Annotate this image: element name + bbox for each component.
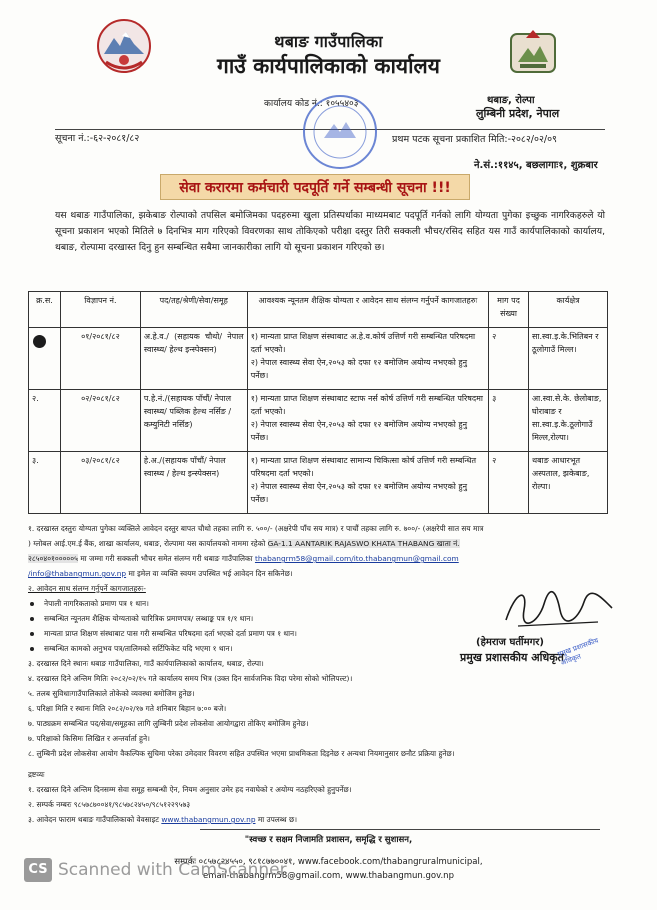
cell-area: थबाङ आधारभूत अस्पताल, झकेबाङ, रोल्पा।: [529, 452, 608, 514]
condition-1d: [28, 566, 608, 581]
cell-ad-no: ०२/२०८१/८२: [60, 390, 140, 452]
table-header-row: [29, 292, 608, 328]
qualification-2: २) नेपाल स्वास्थ्य सेवा ऐन,२०५३ को दफा १२ बमोजिम अयोग्य नभएको हुनु पर्नेछ।: [250, 482, 468, 504]
vacancy-table: [28, 291, 608, 514]
bank-account-name: GA-1.1 AANTARIK RAJASWO KHATA THABANG खाता नं.: [267, 539, 460, 548]
footnotes: [28, 767, 608, 827]
condition-1d-text: मा इमेल वा व्यक्ति स्वयम उपस्थित भई आवेदन दिन सकिनेछ।: [126, 569, 293, 578]
website-link[interactable]: www.thabangmun.gov.np: [161, 815, 256, 824]
header-municipality-name: थबाङ गाउँपालिका: [274, 32, 383, 51]
signature-icon: [498, 580, 618, 632]
condition-9: ८. लुम्बिनी प्रदेश लोकसेवा आयोग वैकल्पिक सुचिमा परेका उमेदवार विवरण सहित उपस्थित भएमा प्राथमिकता दिइनेछ र अन्यथा नियमानुसार छनौट प्रक्रिया हुनेछ।: [28, 749, 455, 758]
cell-qualification: [247, 452, 488, 514]
condition-1a: १. दरखास्त दस्तुरः योग्यता पुगेका व्यक्तिले आवेदन दस्तुर बापत चौथो तहका लागि रु. ५००/- (अक्षरेपी पाँच सय मात्र) र पाचौं तहका लागि रु. ७००/- (अक्षरेपी सात सय मात्र: [28, 524, 484, 533]
condition-4: ४. दरखास्त दिने अन्तिम मितिः २०८२/०२/१५ गते कार्यालय समय भित्र (उक्त दिन सार्वजनिक विदा परेमा सोको भोलिपल्ट)।: [28, 674, 353, 683]
table-row: [29, 328, 608, 390]
bank-account-number: २८५०४०१०००००५: [28, 554, 78, 563]
document-item: नेपाली नागरिकताको प्रमाण पत्र १ थान।: [28, 596, 608, 611]
footer-contact: सम्पर्कः ०८५७८२४५५०, ९८१८७७००४१, www.facebook.com/thabangruralmunicipal,: [174, 857, 483, 867]
qualification-2: २) नेपाल स्वास्थ्य सेवा ऐन,२०५३ को दफा १२ बमोजिम अयोग्य नभएको हुनु पर्नेछ।: [250, 358, 468, 380]
cell-sn: ३.: [29, 452, 61, 514]
col-header-area: कार्यक्षेत्र: [529, 292, 608, 328]
footer-email: email-thabangrm58@gmail.com, www.thabangmun.gov.np: [203, 871, 454, 881]
qualification-1: १) मान्यता प्राप्त शिक्षण संस्थाबाट सामान्य चिकित्सा कोर्ष उत्तिर्ण गरी सम्बन्धित परिषदमा दर्ता भएको।: [250, 456, 477, 478]
email-link[interactable]: thabangrm58@gmail.com/ito.thabangmun@gmail.com: [254, 554, 459, 563]
office-location: थबाङ, रोल्पा: [487, 95, 535, 106]
cell-qualification: [247, 390, 488, 452]
footer-divider: [200, 829, 600, 830]
footnote-3: [28, 812, 608, 827]
cell-sn: २.: [29, 390, 61, 452]
header-office-name: गाउँ कार्यपालिकाको कार्यालय: [217, 54, 440, 78]
cell-post: हे.अ./(सहायक पाँचौं/ नेपाल स्वास्थ्य / हेल्थ इन्स्पेक्सन): [140, 452, 247, 514]
condition-6: ६. परिक्षा मिति र स्थानः मिति २०८२/०२/१७ गते शनिबार बिहान ७:०० बजे।: [28, 704, 227, 713]
footnote-2: २. सम्पर्क नम्बरः ९८५७८७००४१/९८५७८२४५०/९८५१२२९५७३: [28, 800, 191, 809]
condition-1b: [28, 536, 608, 551]
qualification-2: २) नेपाल स्वास्थ्य सेवा ऐन,२०५३ को दफा १२ बमोजिम अयोग्य नभएको हुनु पर्नेछ।: [250, 420, 468, 442]
cell-post: प.हे.नं./(सहायक पाँचौं/ नेपाल स्वास्थ्य/ पब्लिक हेल्थ नर्सिङ /कम्युनिटी नर्सिङ): [140, 390, 247, 452]
col-header-count: माग पद संख्या: [489, 292, 529, 328]
qualification-1: १) मान्यता प्राप्त शिक्षण संस्थाबाट अ.हे.व.कोर्ष उत्तिर्ण गरी सम्बन्धित परिषदमा दर्ता भएको।: [250, 332, 476, 354]
cell-area: सा.स्वा.इ.के.भितिबन र ठूलोगाउँ मिल्ल।: [529, 328, 608, 390]
footnote-3-tail: मा उपलब्ध छ।: [255, 815, 298, 824]
table-row: [29, 452, 608, 514]
condition-2: २. आवेदन साथ संलग्न गर्नुपर्ने कागजातहरुः-: [28, 584, 146, 593]
signatory-title: प्रमुख प्रशासकीय अधिकृत: [460, 651, 564, 664]
cell-count: २: [489, 328, 529, 390]
intro-paragraph: यस थबाङ गाउँपालिका, झकेबाङ रोल्पाको तपसिल बमोजिमका पदहरुमा खुला प्रतिस्पर्धाका माध्यमबाट पदपूर्ति गर्नको लागि योग्यता पुगेका इच्छुक नागरिकहरुले यो सूचना प्रकाशन भएको मितिले ७ दिनभित्र माग गरिएको विवरणका साथ तोकिएको परीक्षा दस्तुर तिरी सक्कली भौचर/रसिद सहित यस गाउँ कार्यपालिकाको कार्यालय, थबाङ, रोल्पामा दरखास्त दिनु हुन सम्बन्धित सबैमा जानकारीका लागि यो सूचना प्रकाशन गरिएको छ।: [55, 210, 605, 253]
condition-1c-text: मा जम्मा गरी सक्कली भौचर समेत संलग्न गरी थबाङ गाउँपालिका: [77, 554, 255, 563]
nepal-sambat-date: ने.सं.:११४५, बछलागाः१, शुक्रबार: [474, 160, 598, 171]
cell-count: २: [489, 452, 529, 514]
qualification-1: १) मान्यता प्राप्त शिक्षण संस्थाबाट स्टाफ नर्स कोर्ष उत्तिर्ण गरी सम्बन्धित परिषदमा दर्ता भएको।: [250, 394, 483, 416]
condition-1c: [28, 551, 608, 566]
office-province: लुम्बिनी प्रदेश, नेपाल: [476, 107, 560, 120]
cell-count: ३: [489, 390, 529, 452]
condition-7: ७. पाठ्यक्रम सम्बन्धित पद/सेवा/समूहका लागि लुम्बिनी प्रदेश लोकसेवा आयोगद्वारा तोकिए बमोजिम हुनेछ।: [28, 719, 309, 728]
condition-1b-text: ) ग्लोबल आई.एम.ई बैंक, शाखा कार्यालय, थबाङ, रोल्पामा यस कार्यालयको नाममा रहेको: [28, 539, 268, 548]
col-header-ad-no: विज्ञापन नं.: [60, 292, 140, 328]
col-header-sn: क्र.स.: [29, 292, 61, 328]
office-code: कार्यालय कोड नं.: १०५५४०३: [264, 99, 359, 109]
signatory-name: (हेमराज घर्तीमगर): [476, 637, 544, 648]
table-row: [29, 390, 608, 452]
signatory-stamp-text: प्रमुख प्रशासकीय अधिकृत: [556, 636, 600, 668]
notice-ref-number: सूचना नं.:-६२-२०८१/८२: [55, 133, 140, 144]
document-item: सम्बन्धित न्यूनतम शैक्षिक योग्यताको चारित्रिक प्रमाणपत्र/ लब्धाङ्क पत्र १/१ थान।: [28, 611, 608, 626]
condition-8: ७. परिक्षाको किसिमः लिखित र अन्तर्वार्ता हुने।: [28, 734, 150, 743]
document-item: मान्यता प्राप्त शिक्षण संस्थाबाट पास गरी सम्बन्धित परिषदमा दर्ता भएको दर्ता प्रमाण पत्र १ थान।: [28, 626, 608, 641]
condition-3: ३. दरखास्त दिने स्थानः थबाङ गाउँपालिका, गाउँ कार्यपालिकाको कार्यालय, थबाङ, रोल्पा।: [28, 659, 264, 668]
camscanner-watermark: [24, 856, 287, 884]
cell-ad-no: ०१/२०८१/८२: [60, 328, 140, 390]
footnote-1: १. दरखास्त दिने अन्तिम दिनसम्म सेवा समूह सम्बन्धी ऐन, नियम अनुसार उमेर हद नवाघेको र अयोग्य नठहरिएको हुनुपर्नेछ।: [28, 785, 352, 794]
col-header-qualification: आवश्यक न्यूनतम शैक्षिक योग्यता र आवेदन साथ संलग्न गर्नुपर्ने कागजातहरुः: [247, 292, 488, 328]
info-email-link[interactable]: /info@thabangmun.gov.np: [28, 569, 127, 578]
footer-slogan: "स्वच्छ र सक्षम निजामति प्रशासन, समृद्धि र सुशासन,: [244, 835, 413, 845]
watermark-text: Scanned with CamScanner: [58, 860, 287, 880]
footnote-3-text: ३. आवेदन फाराम थबाङ गाउँपालिकाको वेवसाइट: [28, 815, 162, 824]
punch-hole-mark: [33, 335, 46, 348]
document-item: सम्बन्धित कामको अनुभव पत्र/तालिमको सर्टिफिकेट यदि भएमा १ थान।: [28, 641, 608, 656]
cell-qualification: [247, 328, 488, 390]
notice-title-banner: सेवा करारमा कर्मचारी पदपूर्ति गर्ने सम्बन्धी सूचना !!!: [160, 174, 470, 200]
footnotes-heading: द्रष्टव्यः: [28, 770, 45, 779]
office-stamp-icon: [300, 92, 380, 172]
cell-area: आ.स्वा.से.के. छेलोबाङ, घोराबाङ र सा.स्वा.इ.के.ठूलोगाउँ मिल्ल,रोल्पा।: [529, 390, 608, 452]
col-header-post: पद/तह/श्रेणी/सेवा/समूह: [140, 292, 247, 328]
cell-post: अ.हे.व./ (सहायक चौथो/ नेपाल स्वास्थ्य/ हेल्थ इन्स्पेक्सन): [140, 328, 247, 390]
publish-date: प्रथम पटक सूचना प्रकाशित मिति:-२०८२/०२/०९: [392, 134, 557, 145]
camscanner-logo-icon: CS: [24, 858, 52, 882]
condition-5: ५. तलब सुविधाःगाउँपालिकाले तोकेको व्यवस्था बमोजिम हुनेछ।: [28, 689, 195, 698]
cell-ad-no: ०३/२०८१/८२: [60, 452, 140, 514]
